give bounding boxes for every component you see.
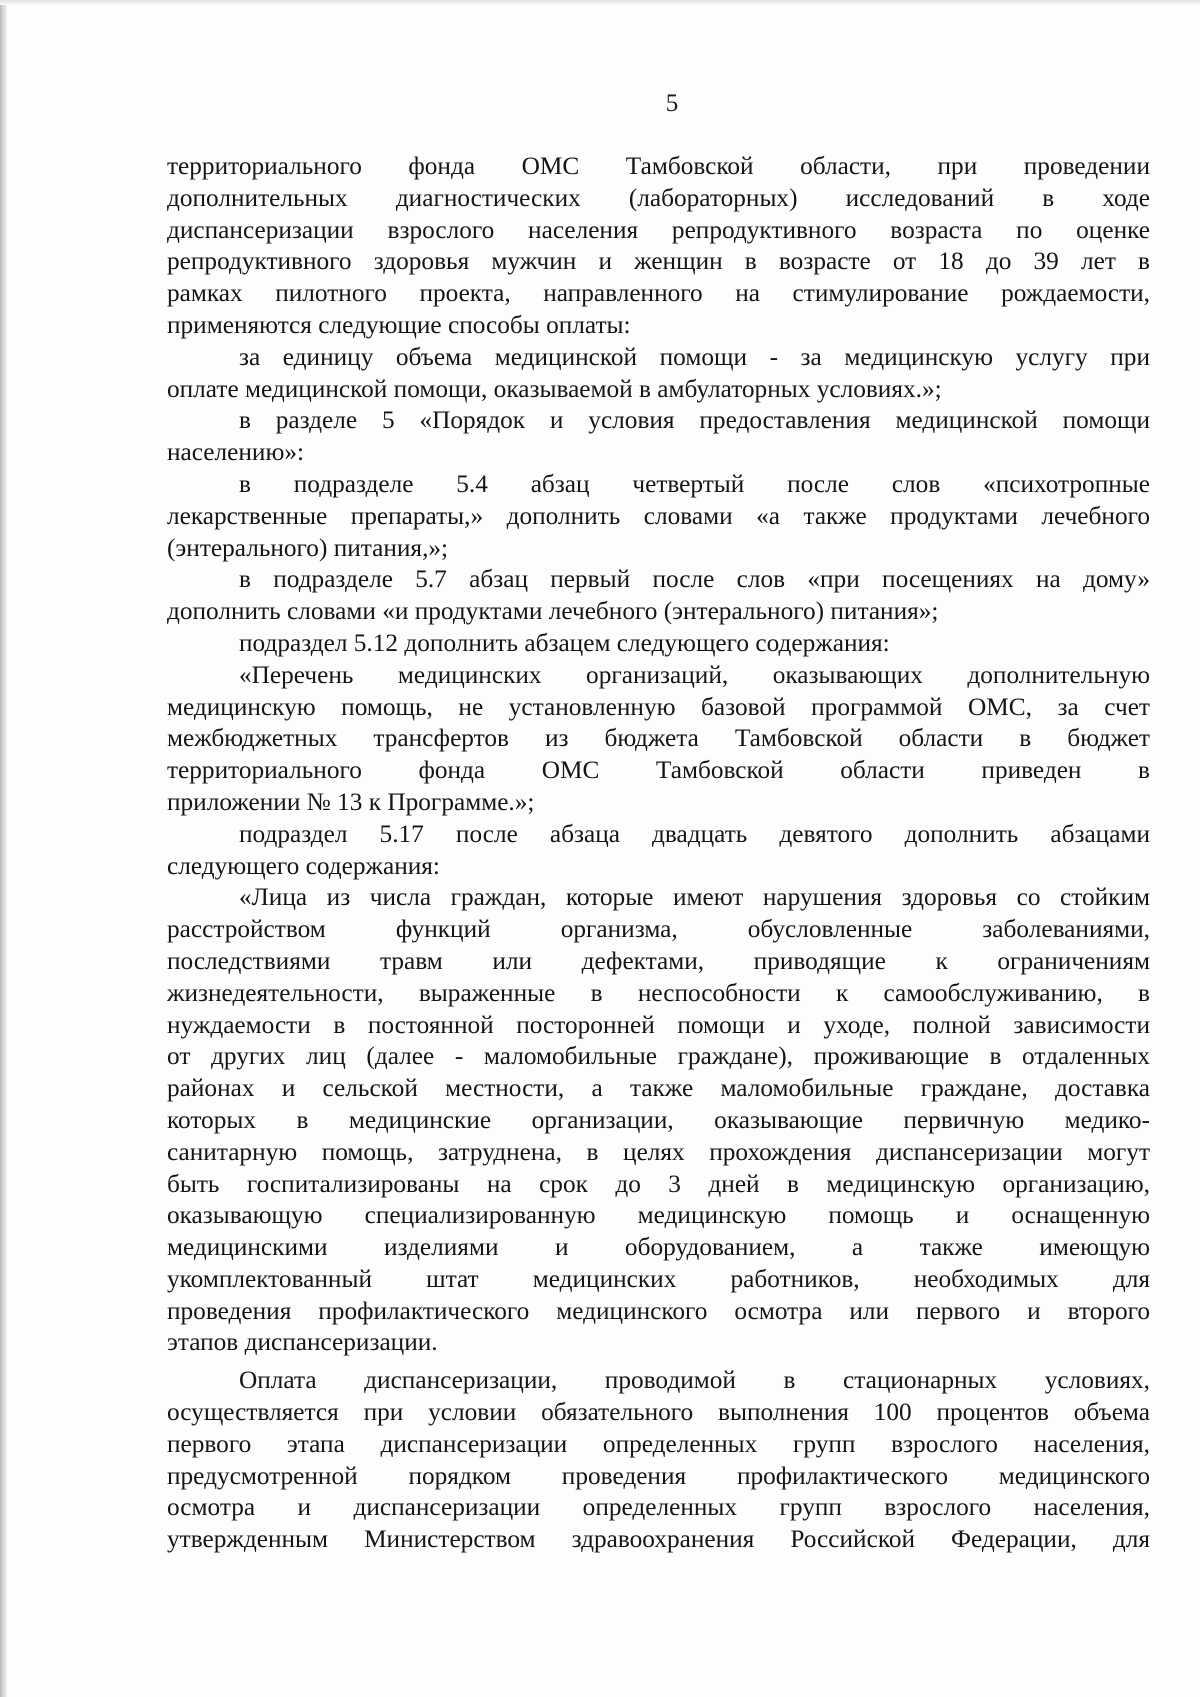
text-line: в подразделе 5.7 абзац первый после слов «при посещениях на дому» — [239, 565, 1150, 594]
text-line: утвержденным Министерством здравоохранения Российской Федерации, для — [167, 1525, 1150, 1554]
text-line: осмотра и диспансеризации определенных групп взрослого населения, — [167, 1493, 1150, 1522]
text-line: первого этапа диспансеризации определенных групп взрослого населения, — [167, 1429, 1150, 1458]
scan-edge-shadow — [0, 0, 7, 1697]
text-line: «Лица из числа граждан, которые имеют нарушения здоровья со стойким — [239, 883, 1150, 912]
text-line: рамках пилотного проекта, направленного на стимулирование рождаемости, — [167, 279, 1150, 308]
text-line: следующего содержания: — [167, 851, 440, 880]
text-line: оказывающую специализированную медицинскую помощь и оснащенную — [167, 1201, 1150, 1230]
text-line: осуществляется при условии обязательного выполнения 100 процентов объема — [167, 1398, 1150, 1427]
text-line: дополнить словами «и продуктами лечебного (энтерального) питания»; — [167, 597, 939, 626]
text-line: «Перечень медицинских организаций, оказывающих дополнительную — [239, 660, 1150, 689]
text-line: оплате медицинской помощи, оказываемой в амбулаторных условиях.»; — [167, 374, 942, 403]
text-line: репродуктивного здоровья мужчин и женщин в возрасте от 18 до 39 лет в — [167, 247, 1150, 276]
text-line: этапов диспансеризации. — [167, 1328, 438, 1357]
text-line: предусмотренной порядком проведения профилактического медицинского — [167, 1461, 1150, 1490]
text-line: последствиями травм или дефектами, приводящие к ограничениям — [167, 946, 1150, 975]
text-line: расстройством функций организма, обусловленные заболеваниями, — [167, 915, 1150, 944]
text-line: санитарную помощь, затруднена, в целях прохождения диспансеризации могут — [167, 1137, 1150, 1166]
text-line: за единицу объема медицинской помощи - за медицинскую услугу при — [239, 342, 1150, 371]
text-line: укомплектованный штат медицинских работников, необходимых для — [167, 1264, 1150, 1293]
text-line: Оплата диспансеризации, проводимой в стационарных условиях, — [239, 1366, 1150, 1395]
text-line: нуждаемости в постоянной посторонней помощи и уходе, полной зависимости — [167, 1010, 1150, 1039]
text-line: в подразделе 5.4 абзац четвертый после слов «психотропные — [239, 469, 1150, 498]
text-line: быть госпитализированы на срок до 3 дней в медицинскую организацию, — [167, 1169, 1150, 1198]
text-line: (энтерального) питания,»; — [167, 533, 449, 562]
text-line: территориального фонда ОМС Тамбовской области приведен в — [167, 756, 1150, 785]
text-line: подраздел 5.17 после абзаца двадцать девятого дополнить абзацами — [239, 819, 1150, 848]
text-line: лекарственные препараты,» дополнить словами «а также продуктами лечебного — [167, 501, 1150, 530]
text-line: населению»: — [167, 438, 305, 467]
text-line: жизнедеятельности, выраженные в неспособности к самообслуживанию, в — [167, 978, 1150, 1007]
text-line: территориального фонда ОМС Тамбовской области, при проведении — [167, 152, 1150, 180]
text-line: в разделе 5 «Порядок и условия предоставления медицинской помощи — [239, 406, 1150, 435]
page-number: 5 — [665, 90, 679, 117]
text-line: которых в медицинские организации, оказывающие первичную медико- — [167, 1105, 1150, 1134]
text-line: от других лиц (далее - маломобильные граждане), проживающие в отдаленных — [167, 1042, 1150, 1071]
text-line: районах и сельской местности, а также маломобильные граждане, доставка — [167, 1074, 1150, 1103]
text-line: проведения профилактического медицинского осмотра или первого и второго — [167, 1296, 1150, 1325]
text-line: межбюджетных трансфертов из бюджета Тамбовской области в бюджет — [167, 724, 1150, 753]
text-line: диспансеризации взрослого населения репродуктивного возраста по оценке — [167, 215, 1150, 244]
text-line: подраздел 5.12 дополнить абзацем следующего содержания: — [239, 628, 890, 657]
text-line: медицинскую помощь, не установленную базовой программой ОМС, за счет — [167, 692, 1150, 721]
text-line: приложении № 13 к Программе.»; — [167, 787, 535, 816]
scan-top-shadow — [0, 0, 1200, 5]
text-line: медицинскими изделиями и оборудованием, а также имеющую — [167, 1233, 1150, 1262]
text-line: применяются следующие способы оплаты: — [167, 310, 631, 339]
document-body-text — [167, 151, 1150, 1556]
text-line: дополнительных диагностических (лабораторных) исследований в ходе — [167, 183, 1150, 212]
